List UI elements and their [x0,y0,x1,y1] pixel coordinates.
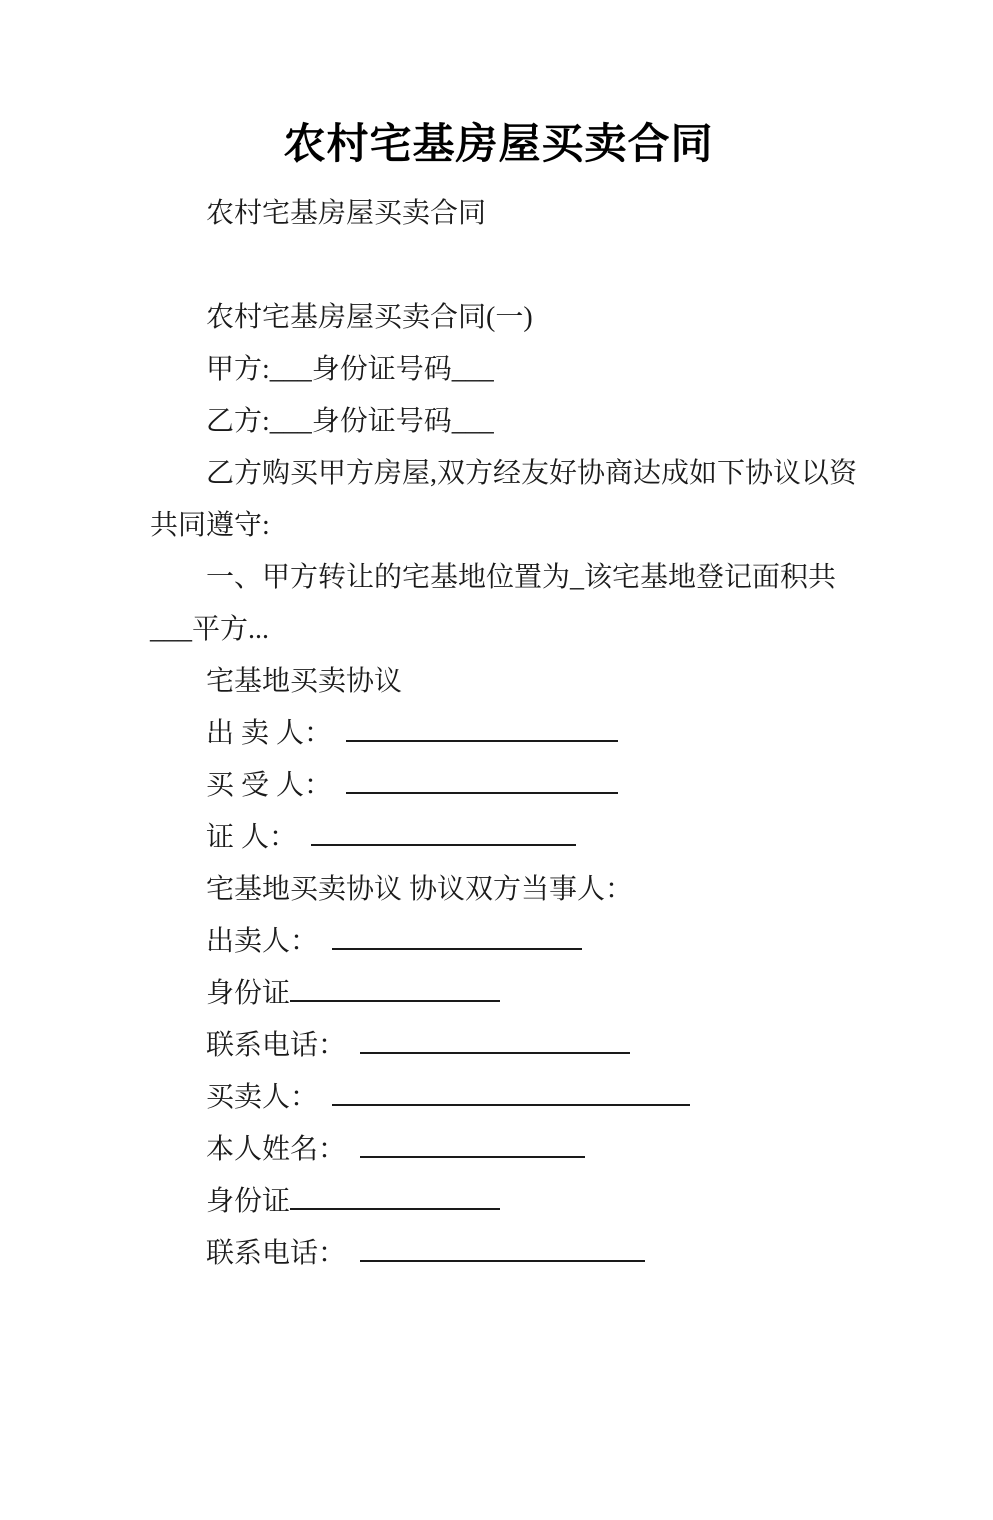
agreement-line-1: 乙方购买甲方房屋,双方经友好协商达成如下协议以资 [206,458,858,489]
form-label-seller: 出 卖 人： [206,718,333,749]
homestead-agreement-heading: 宅基地买卖协议 [206,666,403,697]
blank-underline-phone1 [360,1024,630,1054]
form-label-id2: 身份证 [206,1186,291,1217]
blank-underline-name [360,1128,585,1158]
form-label-id1: 身份证 [206,978,291,1009]
parties-heading: 宅基地买卖协议 协议双方当事人： [206,874,634,905]
blank-underline-purchaser [332,1076,690,1106]
form-line-seller [150,708,847,760]
form-label-phone1: 联系电话： [206,1030,347,1061]
clause-one-line-1: 一、甲方转让的宅基地位置为_该宅基地登记面积共 [206,562,837,593]
form-label-phone2: 联系电话： [206,1238,347,1269]
form-line-phone1 [150,1020,847,1072]
document-title: 农村宅基房屋买卖合同 [283,122,714,168]
form-line-seller2 [150,916,847,968]
blank-underline-seller [346,712,618,742]
agreement-line-2: 共同遵守: [150,510,270,541]
party-b-line: 乙方:___身份证号码___ [206,406,494,437]
blank-underline-witness [311,816,576,846]
form-label-buyer: 买 受 人： [206,770,333,801]
document-page [0,116,993,1520]
clause-one-paragraph [150,552,847,656]
blank-underline-id1 [290,972,500,1002]
form-line-buyer [150,760,847,812]
intro-line: 农村宅基房屋买卖合同 [206,198,487,229]
blank-underline-seller2 [332,920,582,950]
blank-underline-id2 [290,1180,500,1210]
version-line: 农村宅基房屋买卖合同(一) [206,302,533,333]
form-line-phone2 [150,1228,847,1280]
form-label-purchaser: 买卖人： [206,1082,319,1113]
clause-one-line-2: ___平方... [150,614,270,645]
form-label-seller2: 出卖人： [206,926,319,957]
blank-underline-phone2 [360,1232,645,1262]
form-label-witness: 证 人： [206,822,298,853]
party-a-line: 甲方:___身份证号码___ [206,354,494,385]
form-label-name: 本人姓名： [206,1134,347,1165]
form-line-id2 [150,1176,847,1228]
form-line-purchaser [150,1072,847,1124]
form-line-witness [150,812,847,864]
form-line-name [150,1124,847,1176]
form-line-id1 [150,968,847,1020]
blank-underline-buyer [346,764,618,794]
agreement-paragraph [150,448,858,552]
